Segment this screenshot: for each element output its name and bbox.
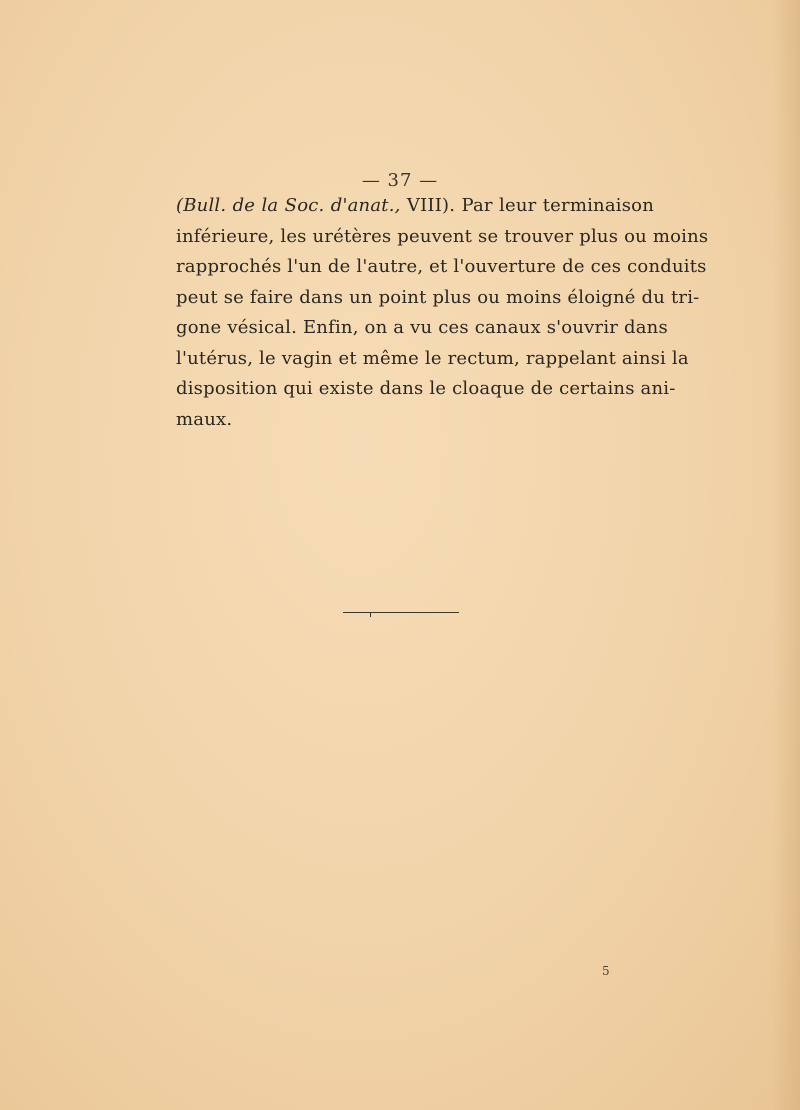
citation-text: (Bull. de la Soc. d'anat., xyxy=(176,195,401,216)
text-line xyxy=(176,191,654,222)
text-line: disposition qui existe dans le cloaque de certains ani- xyxy=(176,378,676,399)
page-edge-shadow xyxy=(772,0,800,1110)
signature-mark: 5 xyxy=(602,964,610,978)
body-paragraph xyxy=(176,191,709,435)
text-line: inférieure, les urétères peuvent se trouver plus ou moins xyxy=(176,225,709,247)
text-line: maux. xyxy=(176,408,233,430)
divider-tick xyxy=(370,612,371,617)
section-divider-rule xyxy=(343,612,459,613)
page-number: — 37 — xyxy=(361,170,439,191)
text-line: peut se faire dans un point plus ou moins éloigné du tri- xyxy=(176,286,700,308)
text-line: l'utérus, le vagin et même le rectum, rappelant ainsi la xyxy=(176,347,689,369)
text-line: rapprochés l'un de l'autre, et l'ouverture de ces conduits xyxy=(176,256,707,277)
text-line: gone vésical. Enfin, on a vu ces canaux s'ouvrir dans xyxy=(176,317,668,338)
line-text: VIII). Par leur terminaison xyxy=(400,195,654,216)
